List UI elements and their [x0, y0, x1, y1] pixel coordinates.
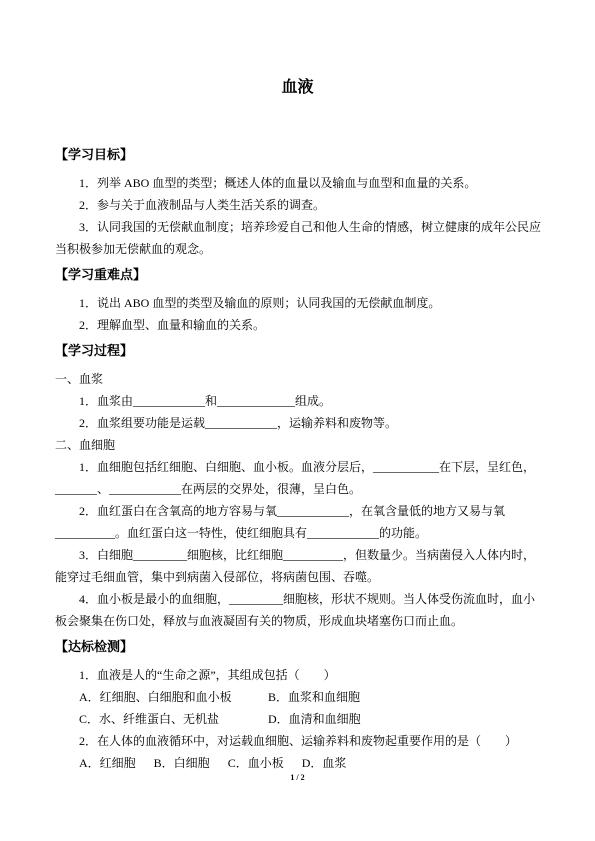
question-1-option-d: D．血清和血细胞	[268, 712, 361, 726]
question-1-option-b: B．血浆和血细胞	[268, 690, 361, 704]
page-number: 1 / 2	[290, 773, 305, 782]
section-heading-assessment: 【达标检测】	[55, 639, 134, 654]
question-1-option-a: A．红细胞、白细胞和血小板	[79, 690, 232, 704]
page-title: 血液	[281, 79, 314, 96]
question-1-option-c: C．水、纤维蛋白、无机盐	[79, 712, 220, 726]
learning-process-section	[55, 340, 543, 632]
key-point-item-1: 1．说出 ABO 血型的类型及输血的原则；认同我国的无偿献血制度。	[79, 296, 441, 310]
blood-cells-fill-blank-4: 4．血小板是最小的血细胞，_________细胞核，形状不规则。当人体受伤流血时，血小板会聚集在伤口处，释放与血液凝固有关的物质，形成血块堵塞伤口而止血。	[55, 592, 536, 628]
objective-item-2: 2．参与关于血液制品与人类生活关系的调查。	[79, 198, 326, 212]
question-1-options-row-2	[55, 708, 543, 730]
blood-cells-fill-blank-3: 3．白细胞_________细胞核，比红细胞__________，但数量少。当病菌侵入人体内时，能穿过毛细血管，集中到病菌入侵部位，将病菌包围、吞噬。	[55, 548, 536, 584]
objective-item-1: 1．列举 ABO 血型的类型；概述人体的血量以及输血与血型和血量的关系。	[79, 176, 477, 190]
section-heading-key-points: 【学习重难点】	[55, 267, 147, 282]
document-body	[55, 140, 543, 774]
question-2-option-a: A．红细胞	[79, 756, 136, 770]
assessment-section	[55, 636, 543, 774]
key-point-item-2: 2．理解血型、血量和输血的关系。	[79, 318, 266, 332]
section-heading-objectives: 【学习目标】	[55, 147, 134, 162]
question-1-options-row-1	[55, 686, 543, 708]
plasma-fill-blank-1: 1．血浆由____________和_____________组成。	[79, 394, 332, 408]
question-2-option-c: C．血小板	[227, 756, 284, 770]
plasma-fill-blank-2: 2．血浆组要功能是运载____________，运输养料和废物等。	[79, 416, 398, 430]
learning-objectives-section	[55, 144, 543, 260]
objective-item-3: 3．认同我国的无偿献血制度；培养珍爱自己和他人生命的情感，树立健康的成年公民应当积极参加无偿献血的观念。	[55, 220, 542, 256]
subsection-label-plasma: 一、血浆	[55, 372, 104, 386]
subsection-label-blood-cells: 二、血细胞	[55, 438, 116, 452]
question-2-option-b: B．白细胞	[153, 756, 210, 770]
question-2-stem: 2．在人体的血液循环中，对运载血细胞、运输养料和废物起重要作用的是（ ）	[79, 734, 518, 748]
key-points-section	[55, 264, 543, 336]
question-2-options-row	[55, 752, 543, 774]
question-2-option-d: D．血浆	[301, 756, 347, 770]
question-1-stem: 1．血液是人的“生命之源”，其组成包括（ ）	[79, 668, 336, 682]
section-heading-process: 【学习过程】	[55, 343, 134, 358]
blood-cells-fill-blank-1: 1．血细胞包括红细胞、白细胞、血小板。血液分层后，___________在下层，呈红色，_______、____________在两层的交界处，很薄，呈白色。	[55, 460, 536, 496]
blood-cells-fill-blank-2: 2．血红蛋白在含氧高的地方容易与氧____________，在氧含量低的地方又易与氧__________。血红蛋白这一特性，使红细胞具有____________的功能。	[55, 504, 506, 540]
